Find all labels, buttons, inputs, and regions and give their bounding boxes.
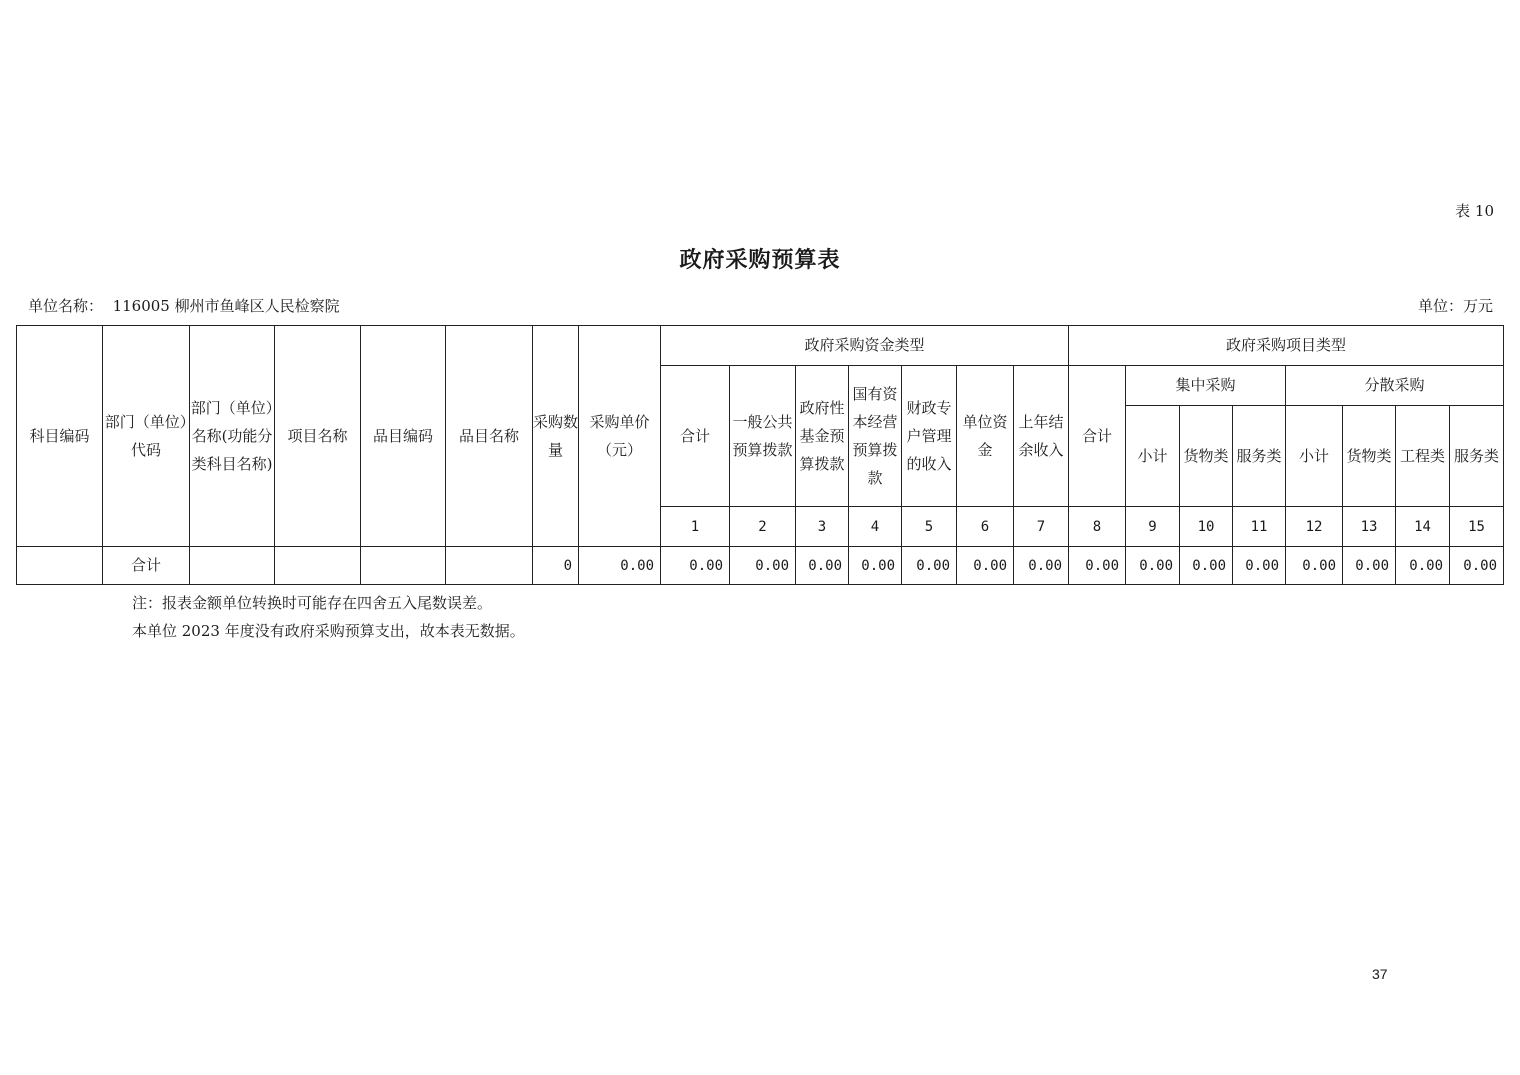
column-number: 7 xyxy=(1014,507,1069,547)
table-row-total xyxy=(17,547,1504,585)
header-special-account: 财政专户管理的收入 xyxy=(902,366,957,507)
column-number: 9 xyxy=(1126,507,1180,547)
header-fund-total: 合计 xyxy=(661,366,730,507)
header-general-public: 一般公共预算拨款 xyxy=(730,366,796,507)
column-number: 3 xyxy=(796,507,849,547)
unit-name-value: 116005 柳州市鱼峰区人民检察院 xyxy=(112,297,340,315)
column-number: 14 xyxy=(1396,507,1450,547)
total-value: 0.00 xyxy=(1343,547,1396,585)
header-d-services: 服务类 xyxy=(1450,406,1504,507)
total-value: 0.00 xyxy=(1180,547,1233,585)
header-c-services: 服务类 xyxy=(1233,406,1286,507)
column-number: 8 xyxy=(1069,507,1126,547)
cell-project-name xyxy=(275,547,361,585)
column-number: 10 xyxy=(1180,507,1233,547)
total-row-label: 合计 xyxy=(103,547,190,585)
footnote-no-data: 本单位 2023 年度没有政府采购预算支出，故本表无数据。 xyxy=(132,622,525,640)
header-subject-code: 科目编码 xyxy=(17,326,103,547)
column-number: 12 xyxy=(1286,507,1343,547)
total-value: 0.00 xyxy=(1014,547,1069,585)
column-number: 5 xyxy=(902,507,957,547)
header-project-name: 项目名称 xyxy=(275,326,361,547)
table-number-label: 表 10 xyxy=(1455,202,1494,220)
footnote-rounding: 注：报表金额单位转换时可能存在四舍五入尾数误差。 xyxy=(132,594,493,612)
total-value: 0.00 xyxy=(957,547,1014,585)
header-d-engineering: 工程类 xyxy=(1396,406,1450,507)
column-number: 1 xyxy=(661,507,730,547)
cell-dept-name xyxy=(190,547,275,585)
header-item-name: 品目名称 xyxy=(446,326,533,547)
total-value: 0.00 xyxy=(849,547,902,585)
header-c-goods: 货物类 xyxy=(1180,406,1233,507)
column-number: 11 xyxy=(1233,507,1286,547)
column-number: 2 xyxy=(730,507,796,547)
header-gov-fund: 政府性基金预算拨款 xyxy=(796,366,849,507)
total-value: 0.00 xyxy=(730,547,796,585)
cell-subject-code xyxy=(17,547,103,585)
total-value: 0.00 xyxy=(796,547,849,585)
header-item-code: 品目编码 xyxy=(361,326,446,547)
procurement-budget-table xyxy=(16,325,1504,585)
total-value: 0.00 xyxy=(1233,547,1286,585)
header-dept-code: 部门（单位）代码 xyxy=(103,326,190,547)
total-unit-price: 0.00 xyxy=(579,547,661,585)
total-value: 0.00 xyxy=(1286,547,1343,585)
page-number: 37 xyxy=(1372,966,1388,982)
column-number: 6 xyxy=(957,507,1014,547)
header-quantity: 采购数量 xyxy=(533,326,579,547)
header-project-total: 合计 xyxy=(1069,366,1126,507)
header-state-capital: 国有资本经营预算拨款 xyxy=(849,366,902,507)
total-value: 0.00 xyxy=(1126,547,1180,585)
cell-item-name xyxy=(446,547,533,585)
unit-name-line xyxy=(28,295,340,316)
header-fund-type-group: 政府采购资金类型 xyxy=(661,326,1069,366)
header-unit-fund: 单位资金 xyxy=(957,366,1014,507)
total-value: 0.00 xyxy=(1069,547,1126,585)
column-number: 4 xyxy=(849,507,902,547)
total-quantity: 0 xyxy=(533,547,579,585)
header-d-goods: 货物类 xyxy=(1343,406,1396,507)
document-title: 政府采购预算表 xyxy=(679,247,841,273)
unit-name-label: 单位名称： xyxy=(28,297,104,315)
header-prev-year: 上年结余收入 xyxy=(1014,366,1069,507)
column-number: 13 xyxy=(1343,507,1396,547)
header-d-subtotal: 小计 xyxy=(1286,406,1343,507)
total-value: 0.00 xyxy=(661,547,730,585)
header-unit-price: 采购单价（元） xyxy=(579,326,661,547)
column-number: 15 xyxy=(1450,507,1504,547)
header-decentralized: 分散采购 xyxy=(1286,366,1504,406)
total-value: 0.00 xyxy=(1396,547,1450,585)
total-value: 0.00 xyxy=(1450,547,1504,585)
cell-item-code xyxy=(361,547,446,585)
header-c-subtotal: 小计 xyxy=(1126,406,1180,507)
currency-unit: 单位：万元 xyxy=(1417,297,1493,315)
total-value: 0.00 xyxy=(902,547,957,585)
header-centralized: 集中采购 xyxy=(1126,366,1286,406)
header-dept-name: 部门（单位）名称(功能分类科目名称) xyxy=(190,326,275,547)
header-project-type-group: 政府采购项目类型 xyxy=(1069,326,1504,366)
